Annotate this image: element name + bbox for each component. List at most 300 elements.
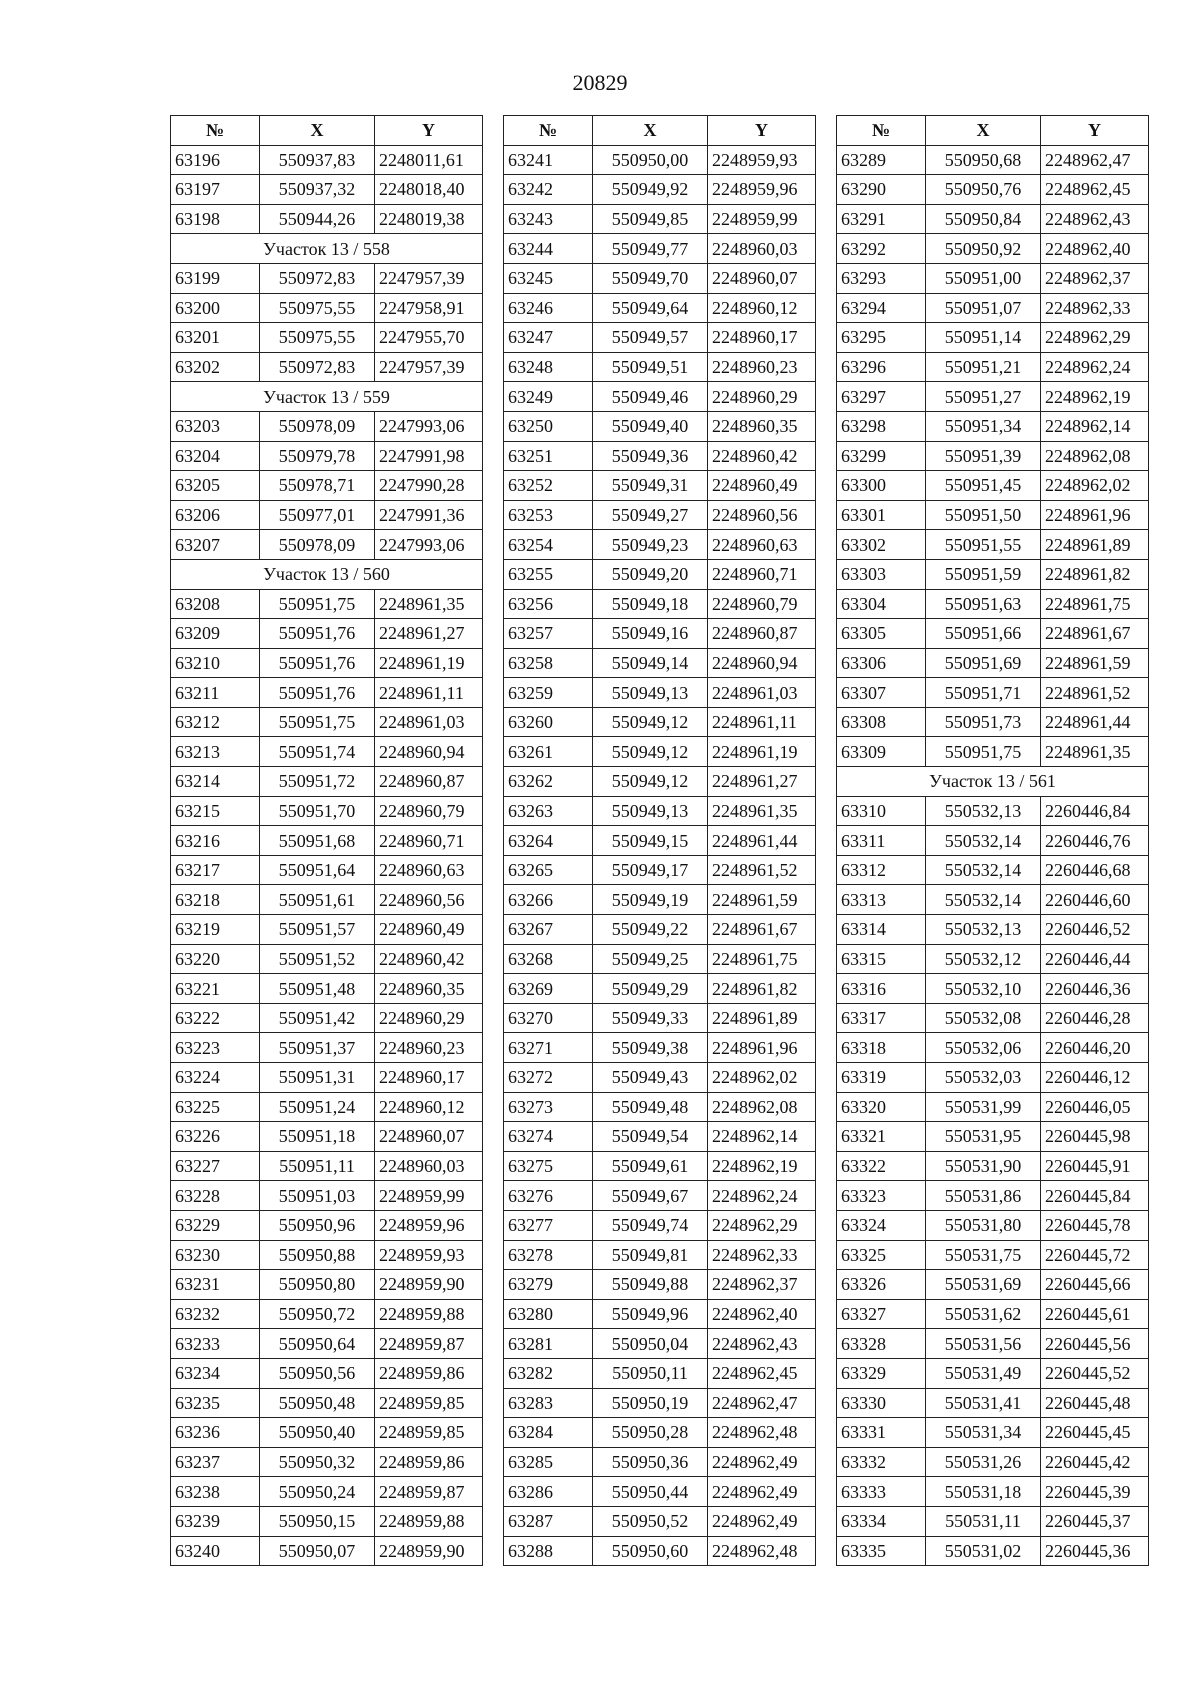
table-row [504,619,816,649]
x-coordinate: 550951,27 [926,382,1041,412]
x-coordinate: 550949,23 [593,530,708,560]
x-coordinate: 550950,40 [260,1418,375,1448]
table-row [837,589,1149,619]
point-number: 63209 [171,619,260,649]
table-row [504,382,816,412]
x-coordinate: 550531,41 [926,1388,1041,1418]
point-number: 63324 [837,1210,926,1240]
x-coordinate: 550972,83 [260,352,375,382]
point-number: 63238 [171,1477,260,1507]
y-coordinate: 2248960,03 [375,1151,483,1181]
y-coordinate: 2248959,86 [375,1447,483,1477]
x-coordinate: 550949,85 [593,204,708,234]
point-number: 63250 [504,411,593,441]
x-coordinate: 550950,68 [926,145,1041,175]
y-coordinate: 2248960,03 [708,234,816,264]
y-coordinate: 2248959,87 [375,1477,483,1507]
table-row [504,737,816,767]
point-number: 63252 [504,471,593,501]
table-row [504,441,816,471]
y-coordinate: 2248962,49 [708,1447,816,1477]
y-coordinate: 2248961,52 [1041,678,1149,708]
y-coordinate: 2248959,99 [708,204,816,234]
point-number: 63316 [837,974,926,1004]
table-row [171,1388,483,1418]
table-row [837,471,1149,501]
point-number: 63201 [171,323,260,353]
point-number: 63319 [837,1063,926,1093]
x-coordinate: 550951,34 [926,411,1041,441]
x-coordinate: 550949,74 [593,1210,708,1240]
y-coordinate: 2248960,56 [375,885,483,915]
x-coordinate: 550951,64 [260,855,375,885]
y-coordinate: 2248960,17 [708,323,816,353]
x-coordinate: 550951,18 [260,1122,375,1152]
point-number: 63309 [837,737,926,767]
point-number: 63276 [504,1181,593,1211]
table-row [504,1122,816,1152]
y-coordinate: 2248961,75 [708,944,816,974]
x-coordinate: 550950,15 [260,1506,375,1536]
table-row [837,263,1149,293]
header-x: X [593,116,708,146]
point-number: 63232 [171,1299,260,1329]
x-coordinate: 550949,70 [593,263,708,293]
x-coordinate: 550951,71 [926,678,1041,708]
table-row [171,1358,483,1388]
point-number: 63272 [504,1063,593,1093]
point-number: 63240 [171,1536,260,1566]
table-row [504,1181,816,1211]
x-coordinate: 550949,81 [593,1240,708,1270]
table-row [504,589,816,619]
table-row [837,1033,1149,1063]
point-number: 63251 [504,441,593,471]
point-number: 63267 [504,915,593,945]
table-row [504,1033,816,1063]
x-coordinate: 550949,18 [593,589,708,619]
table-row [171,1122,483,1152]
y-coordinate: 2248959,96 [708,175,816,205]
point-number: 63283 [504,1388,593,1418]
point-number: 63221 [171,974,260,1004]
point-number: 63292 [837,234,926,264]
table-row [837,1477,1149,1507]
section-row [171,382,483,412]
y-coordinate: 2248961,44 [1041,707,1149,737]
table-row [171,471,483,501]
table-row [504,293,816,323]
point-number: 63304 [837,589,926,619]
table-row [171,145,483,175]
x-coordinate: 550949,38 [593,1033,708,1063]
table-row [504,1536,816,1566]
y-coordinate: 2260445,98 [1041,1122,1149,1152]
y-coordinate: 2248960,12 [708,293,816,323]
x-coordinate: 550532,08 [926,1003,1041,1033]
x-coordinate: 550951,76 [260,619,375,649]
header-number: № [837,116,926,146]
x-coordinate: 550949,14 [593,648,708,678]
table-row [171,885,483,915]
table-row [837,1447,1149,1477]
y-coordinate: 2248959,85 [375,1388,483,1418]
point-number: 63229 [171,1210,260,1240]
y-coordinate: 2248959,86 [375,1358,483,1388]
y-coordinate: 2248961,82 [708,974,816,1004]
x-coordinate: 550949,48 [593,1092,708,1122]
x-coordinate: 550951,07 [926,293,1041,323]
point-number: 63205 [171,471,260,501]
point-number: 63330 [837,1388,926,1418]
table-row [837,855,1149,885]
y-coordinate: 2260445,66 [1041,1270,1149,1300]
y-coordinate: 2248961,67 [708,915,816,945]
y-coordinate: 2247990,28 [375,471,483,501]
x-coordinate: 550949,67 [593,1181,708,1211]
x-coordinate: 550532,12 [926,944,1041,974]
point-number: 63271 [504,1033,593,1063]
y-coordinate: 2260445,39 [1041,1477,1149,1507]
table-row [504,707,816,737]
y-coordinate: 2248959,96 [375,1210,483,1240]
table-row [837,826,1149,856]
table-row [171,1447,483,1477]
y-coordinate: 2248962,02 [1041,471,1149,501]
x-coordinate: 550949,29 [593,974,708,1004]
coordinates-table-3 [836,115,1149,1566]
point-number: 63314 [837,915,926,945]
header-number: № [504,116,593,146]
x-coordinate: 550951,75 [926,737,1041,767]
table-row [837,441,1149,471]
y-coordinate: 2248961,67 [1041,619,1149,649]
table-row [171,1329,483,1359]
y-coordinate: 2248962,43 [708,1329,816,1359]
point-number: 63230 [171,1240,260,1270]
table-row [837,974,1149,1004]
point-number: 63214 [171,767,260,797]
point-number: 63335 [837,1536,926,1566]
table-row [837,1536,1149,1566]
x-coordinate: 550950,07 [260,1536,375,1566]
y-coordinate: 2248962,29 [1041,323,1149,353]
x-coordinate: 550531,86 [926,1181,1041,1211]
y-coordinate: 2248961,52 [708,855,816,885]
x-coordinate: 550949,25 [593,944,708,974]
table-row [171,589,483,619]
x-coordinate: 550949,12 [593,767,708,797]
table-row [837,204,1149,234]
y-coordinate: 2248962,19 [1041,382,1149,412]
point-number: 63234 [171,1358,260,1388]
table-row [171,1477,483,1507]
table-row [171,1151,483,1181]
point-number: 63256 [504,589,593,619]
x-coordinate: 550531,95 [926,1122,1041,1152]
y-coordinate: 2248962,40 [708,1299,816,1329]
x-coordinate: 550949,19 [593,885,708,915]
x-coordinate: 550949,88 [593,1270,708,1300]
point-number: 63241 [504,145,593,175]
point-number: 63333 [837,1477,926,1507]
y-coordinate: 2248962,24 [708,1181,816,1211]
point-number: 63315 [837,944,926,974]
point-number: 63243 [504,204,593,234]
point-number: 63213 [171,737,260,767]
x-coordinate: 550951,55 [926,530,1041,560]
x-coordinate: 550951,37 [260,1033,375,1063]
table-row [171,323,483,353]
header-x: X [926,116,1041,146]
point-number: 63219 [171,915,260,945]
section-row [837,767,1149,797]
table-row [171,293,483,323]
y-coordinate: 2248962,47 [708,1388,816,1418]
table-row [837,1151,1149,1181]
table-row [504,648,816,678]
y-coordinate: 2260445,45 [1041,1418,1149,1448]
table-row [504,204,816,234]
table-row [837,1358,1149,1388]
y-coordinate: 2247957,39 [375,352,483,382]
point-number: 63295 [837,323,926,353]
x-coordinate: 550951,66 [926,619,1041,649]
point-number: 63322 [837,1151,926,1181]
table-header-row [504,116,816,146]
table-row [837,382,1149,412]
table-row [171,855,483,885]
point-number: 63320 [837,1092,926,1122]
table-row [837,648,1149,678]
table-row [504,1418,816,1448]
table-row [171,411,483,441]
y-coordinate: 2248961,03 [708,678,816,708]
table-row [837,145,1149,175]
point-number: 63235 [171,1388,260,1418]
point-number: 63200 [171,293,260,323]
x-coordinate: 550532,03 [926,1063,1041,1093]
y-coordinate: 2247993,06 [375,530,483,560]
x-coordinate: 550949,31 [593,471,708,501]
point-number: 63265 [504,855,593,885]
table-row [837,1270,1149,1300]
y-coordinate: 2248961,11 [375,678,483,708]
point-number: 63273 [504,1092,593,1122]
y-coordinate: 2248962,45 [708,1358,816,1388]
x-coordinate: 550949,61 [593,1151,708,1181]
y-coordinate: 2260446,20 [1041,1033,1149,1063]
y-coordinate: 2248960,71 [375,826,483,856]
point-number: 63206 [171,500,260,530]
y-coordinate: 2247991,98 [375,441,483,471]
table-row [504,411,816,441]
table-row [171,1003,483,1033]
point-number: 63245 [504,263,593,293]
y-coordinate: 2260445,37 [1041,1506,1149,1536]
table-row [837,1506,1149,1536]
y-coordinate: 2248959,88 [375,1299,483,1329]
x-coordinate: 550949,13 [593,796,708,826]
table-row [504,1506,816,1536]
x-coordinate: 550951,73 [926,707,1041,737]
x-coordinate: 550951,72 [260,767,375,797]
table-row [504,471,816,501]
y-coordinate: 2248960,42 [708,441,816,471]
table-row [171,915,483,945]
section-label: Участок 13 / 559 [171,382,483,412]
table-row [504,1447,816,1477]
table-row [837,915,1149,945]
x-coordinate: 550949,54 [593,1122,708,1152]
header-y: Y [375,116,483,146]
point-number: 63210 [171,648,260,678]
point-number: 63203 [171,411,260,441]
x-coordinate: 550949,96 [593,1299,708,1329]
y-coordinate: 2248962,29 [708,1210,816,1240]
table-row [171,767,483,797]
point-number: 63327 [837,1299,926,1329]
x-coordinate: 550978,71 [260,471,375,501]
table-row [504,826,816,856]
y-coordinate: 2248959,85 [375,1418,483,1448]
x-coordinate: 550950,60 [593,1536,708,1566]
coordinates-table-2 [503,115,816,1566]
y-coordinate: 2248960,79 [375,796,483,826]
y-coordinate: 2248961,96 [708,1033,816,1063]
x-coordinate: 550951,14 [926,323,1041,353]
x-coordinate: 550951,39 [926,441,1041,471]
table-row [837,1063,1149,1093]
x-coordinate: 550532,14 [926,826,1041,856]
y-coordinate: 2247957,39 [375,263,483,293]
x-coordinate: 550951,68 [260,826,375,856]
x-coordinate: 550949,17 [593,855,708,885]
table-row [837,1122,1149,1152]
x-coordinate: 550950,92 [926,234,1041,264]
y-coordinate: 2248960,35 [375,974,483,1004]
point-number: 63227 [171,1151,260,1181]
x-coordinate: 550531,62 [926,1299,1041,1329]
table-header-row [171,116,483,146]
point-number: 63225 [171,1092,260,1122]
point-number: 63305 [837,619,926,649]
y-coordinate: 2260446,84 [1041,796,1149,826]
x-coordinate: 550950,88 [260,1240,375,1270]
point-number: 63308 [837,707,926,737]
x-coordinate: 550949,43 [593,1063,708,1093]
x-coordinate: 550950,76 [926,175,1041,205]
table-row [171,826,483,856]
table-row [837,1092,1149,1122]
table-row [837,1003,1149,1033]
x-coordinate: 550951,24 [260,1092,375,1122]
y-coordinate: 2260445,52 [1041,1358,1149,1388]
y-coordinate: 2248961,89 [1041,530,1149,560]
x-coordinate: 550951,69 [926,648,1041,678]
x-coordinate: 550532,13 [926,915,1041,945]
table-row [504,145,816,175]
x-coordinate: 550532,06 [926,1033,1041,1063]
table-row [837,352,1149,382]
y-coordinate: 2248959,93 [708,145,816,175]
x-coordinate: 550950,48 [260,1388,375,1418]
x-coordinate: 550951,48 [260,974,375,1004]
point-number: 63301 [837,500,926,530]
table-row [504,1151,816,1181]
y-coordinate: 2248960,29 [375,1003,483,1033]
point-number: 63218 [171,885,260,915]
y-coordinate: 2248962,14 [1041,411,1149,441]
point-number: 63264 [504,826,593,856]
point-number: 63297 [837,382,926,412]
table-row [837,1240,1149,1270]
y-coordinate: 2248961,44 [708,826,816,856]
y-coordinate: 2248960,87 [375,767,483,797]
table-row [504,352,816,382]
point-number: 63332 [837,1447,926,1477]
y-coordinate: 2248960,17 [375,1063,483,1093]
section-row [171,559,483,589]
point-number: 63318 [837,1033,926,1063]
x-coordinate: 550951,42 [260,1003,375,1033]
section-row [171,234,483,264]
point-number: 63268 [504,944,593,974]
y-coordinate: 2260446,05 [1041,1092,1149,1122]
point-number: 63197 [171,175,260,205]
x-coordinate: 550531,90 [926,1151,1041,1181]
x-coordinate: 550951,11 [260,1151,375,1181]
x-coordinate: 550531,02 [926,1536,1041,1566]
y-coordinate: 2248961,75 [1041,589,1149,619]
y-coordinate: 2260446,76 [1041,826,1149,856]
x-coordinate: 550949,77 [593,234,708,264]
point-number: 63280 [504,1299,593,1329]
point-number: 63196 [171,145,260,175]
x-coordinate: 550951,00 [926,263,1041,293]
point-number: 63244 [504,234,593,264]
point-number: 63233 [171,1329,260,1359]
y-coordinate: 2248961,82 [1041,559,1149,589]
table-row [171,1536,483,1566]
x-coordinate: 550949,46 [593,382,708,412]
x-coordinate: 550949,15 [593,826,708,856]
y-coordinate: 2248960,12 [375,1092,483,1122]
table-row [837,1418,1149,1448]
table-row [171,648,483,678]
table-row [837,796,1149,826]
y-coordinate: 2248962,33 [1041,293,1149,323]
point-number: 63325 [837,1240,926,1270]
point-number: 63254 [504,530,593,560]
section-label: Участок 13 / 558 [171,234,483,264]
point-number: 63321 [837,1122,926,1152]
x-coordinate: 550951,75 [260,589,375,619]
x-coordinate: 550977,01 [260,500,375,530]
point-number: 63311 [837,826,926,856]
point-number: 63216 [171,826,260,856]
point-number: 63323 [837,1181,926,1211]
y-coordinate: 2248960,07 [708,263,816,293]
table-row [171,707,483,737]
table-row [171,974,483,1004]
x-coordinate: 550950,84 [926,204,1041,234]
x-coordinate: 550951,76 [260,678,375,708]
y-coordinate: 2248962,37 [1041,263,1149,293]
table-row [504,915,816,945]
point-number: 63199 [171,263,260,293]
x-coordinate: 550949,27 [593,500,708,530]
